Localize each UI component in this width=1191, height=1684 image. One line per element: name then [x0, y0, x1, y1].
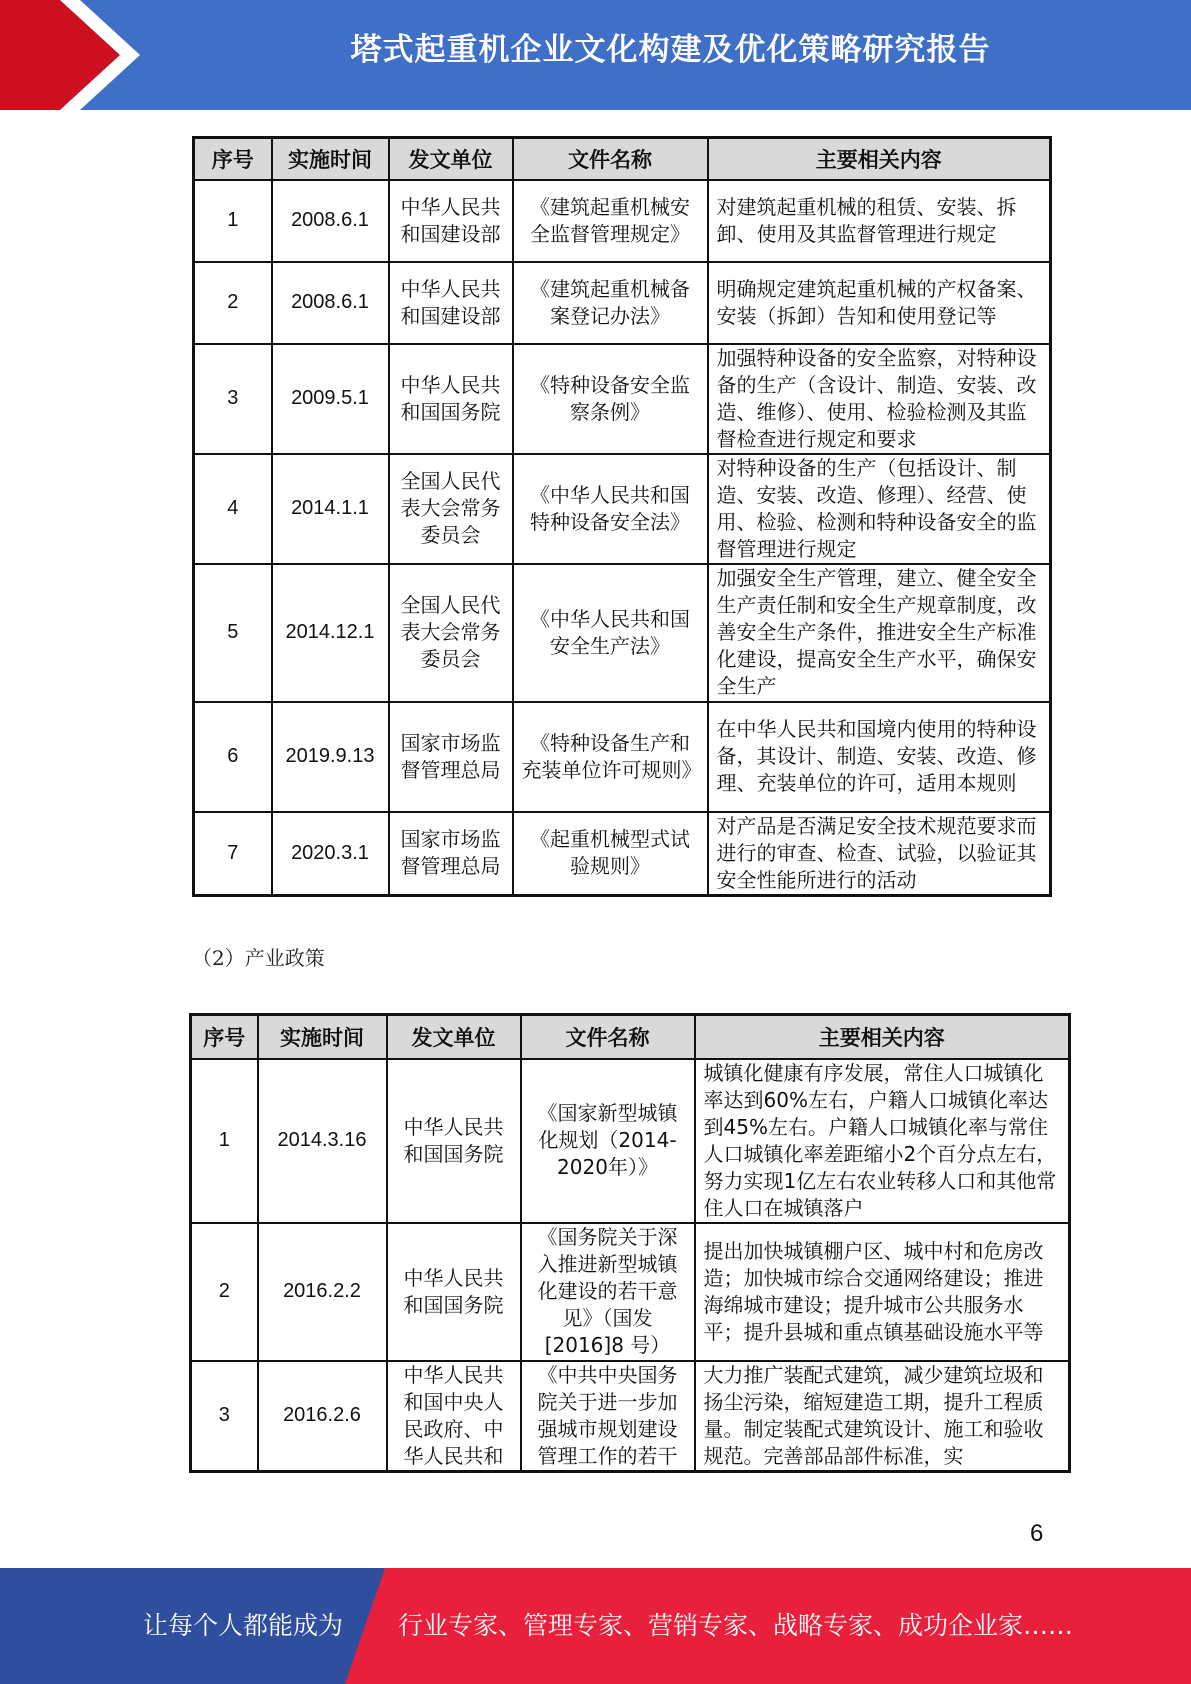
- cell-document: 《建筑起重机械备案登记办法》: [513, 262, 708, 344]
- cell-document: 《建筑起重机械安全监督管理规定》: [513, 180, 708, 262]
- cell-content: 明确规定建筑起重机械的产权备案、安装（拆卸）告知和使用登记等: [708, 262, 1051, 344]
- footer-slogan-right: 行业专家、管理专家、营销专家、战略专家、成功企业家……: [398, 1611, 1074, 1640]
- cell-content: 对产品是否满足安全技术规范要求而进行的审查、检查、试验，以验证其安全性能所进行的活动: [708, 812, 1051, 896]
- cell-issuer: 中华人民共和国国务院: [389, 344, 513, 454]
- cell-content: 提出加快城镇棚户区、城中村和危房改造；加快城市综合交通网络建设；推进海绵城市建设；提升城市公共服务水平；提升县城和重点镇基础设施水平等: [695, 1223, 1070, 1361]
- cell-date: 2009.5.1: [272, 344, 389, 454]
- cell-content: 加强安全生产管理，建立、健全安全生产责任制和安全生产规章制度，改善安全生产条件，推进安全生产标准化建设，提高安全生产水平，确保安全生产: [708, 564, 1051, 702]
- cell-no: 5: [194, 564, 272, 702]
- cell-content: 对建筑起重机械的租赁、安装、拆卸、使用及其监督管理进行规定: [708, 180, 1051, 262]
- table-row: [194, 454, 1051, 564]
- table-row: [191, 1223, 1070, 1361]
- header-content: 主要相关内容: [695, 1015, 1070, 1059]
- regulations-table: [192, 136, 1052, 897]
- header-content: 主要相关内容: [708, 138, 1051, 180]
- header-issuer: 发文单位: [387, 1015, 521, 1059]
- cell-date: 2019.9.13: [272, 702, 389, 812]
- cell-issuer: 中华人民共和国建设部: [389, 262, 513, 344]
- cell-issuer: 中华人民共和国中央人民政府、中华人民共和: [387, 1361, 521, 1472]
- cell-date: 2014.12.1: [272, 564, 389, 702]
- cell-no: 3: [191, 1361, 258, 1472]
- table-row: [194, 564, 1051, 702]
- header-no: 序号: [194, 138, 272, 180]
- cell-date: 2016.2.2: [258, 1223, 387, 1361]
- cell-no: 4: [194, 454, 272, 564]
- cell-content: 对特种设备的生产（包括设计、制造、安装、改造、修理）、经营、使用、检验、检测和特种设备安全的监督管理进行规定: [708, 454, 1051, 564]
- header-issuer: 发文单位: [389, 138, 513, 180]
- cell-document: 《特种设备安全监察条例》: [513, 344, 708, 454]
- cell-no: 3: [194, 344, 272, 454]
- cell-content: 大力推广装配式建筑，减少建筑垃圾和扬尘污染，缩短建造工期，提升工程质量。制定装配式建筑设计、施工和验收规范。完善部品部件标准，实: [695, 1361, 1070, 1472]
- page-footer: [0, 1568, 1191, 1684]
- cell-no: 2: [194, 262, 272, 344]
- report-title: 塔式起重机企业文化构建及优化策略研究报告: [350, 32, 991, 68]
- table-row: [194, 180, 1051, 262]
- cell-no: 1: [194, 180, 272, 262]
- cell-issuer: 国家市场监督管理总局: [389, 812, 513, 896]
- cell-date: 2008.6.1: [272, 262, 389, 344]
- cell-no: 1: [191, 1059, 258, 1223]
- table-row: [194, 702, 1051, 812]
- cell-issuer: 全国人民代表大会常务委员会: [389, 454, 513, 564]
- cell-document: 《国家新型城镇化规划（2014-2020年）》: [521, 1059, 695, 1223]
- cell-issuer: 中华人民共和国建设部: [389, 180, 513, 262]
- cell-issuer: 国家市场监督管理总局: [389, 702, 513, 812]
- header-document: 文件名称: [521, 1015, 695, 1059]
- cell-document: 《特种设备生产和充装单位许可规则》: [513, 702, 708, 812]
- cell-document: 《起重机械型式试验规则》: [513, 812, 708, 896]
- cell-no: 7: [194, 812, 272, 896]
- cell-document: 《国务院关于深入推进新型城镇化建设的若干意见》（国发[2016]8 号）: [521, 1223, 695, 1361]
- cell-issuer: 中华人民共和国国务院: [387, 1059, 521, 1223]
- cell-content: 城镇化健康有序发展，常住人口城镇化率达到60%左右，户籍人口城镇化率达到45%左右。户籍人口城镇化率与常住人口城镇化率差距缩小2个百分点左右，努力实现1亿左右农业转移人口和其他常住人口在城镇落户: [695, 1059, 1070, 1223]
- table-header-row: [191, 1015, 1070, 1059]
- section-label-industry-policy: （2）产业政策: [192, 946, 325, 970]
- cell-date: 2014.3.16: [258, 1059, 387, 1223]
- cell-date: 2020.3.1: [272, 812, 389, 896]
- header-date: 实施时间: [258, 1015, 387, 1059]
- cell-no: 6: [194, 702, 272, 812]
- cell-date: 2008.6.1: [272, 180, 389, 262]
- cell-issuer: 中华人民共和国国务院: [387, 1223, 521, 1361]
- table-row: [194, 812, 1051, 896]
- header-document: 文件名称: [513, 138, 708, 180]
- cell-content: 加强特种设备的安全监察，对特种设备的生产（含设计、制造、安装、改造、维修）、使用、检验检测及其监督检查进行规定和要求: [708, 344, 1051, 454]
- table-header-row: [194, 138, 1051, 180]
- cell-document: 《中华人民共和国安全生产法》: [513, 564, 708, 702]
- cell-document: 《中华人民共和国特种设备安全法》: [513, 454, 708, 564]
- table-row: [194, 262, 1051, 344]
- header-date: 实施时间: [272, 138, 389, 180]
- page-number: 6: [1030, 1520, 1044, 1547]
- cell-issuer: 全国人民代表大会常务委员会: [389, 564, 513, 702]
- table-row: [191, 1361, 1070, 1472]
- table-row: [191, 1059, 1070, 1223]
- footer-slogan-left: 让每个人都能成为: [143, 1611, 344, 1640]
- header-no: 序号: [191, 1015, 258, 1059]
- table-row: [194, 344, 1051, 454]
- page-header: [0, 0, 1191, 110]
- cell-date: 2016.2.6: [258, 1361, 387, 1472]
- industry-policy-table: [189, 1013, 1071, 1473]
- cell-document: 《中共中央国务院关于进一步加强城市规划建设管理工作的若干: [521, 1361, 695, 1472]
- cell-content: 在中华人民共和国境内使用的特种设备，其设计、制造、安装、改造、修理、充装单位的许可，适用本规则: [708, 702, 1051, 812]
- cell-date: 2014.1.1: [272, 454, 389, 564]
- cell-no: 2: [191, 1223, 258, 1361]
